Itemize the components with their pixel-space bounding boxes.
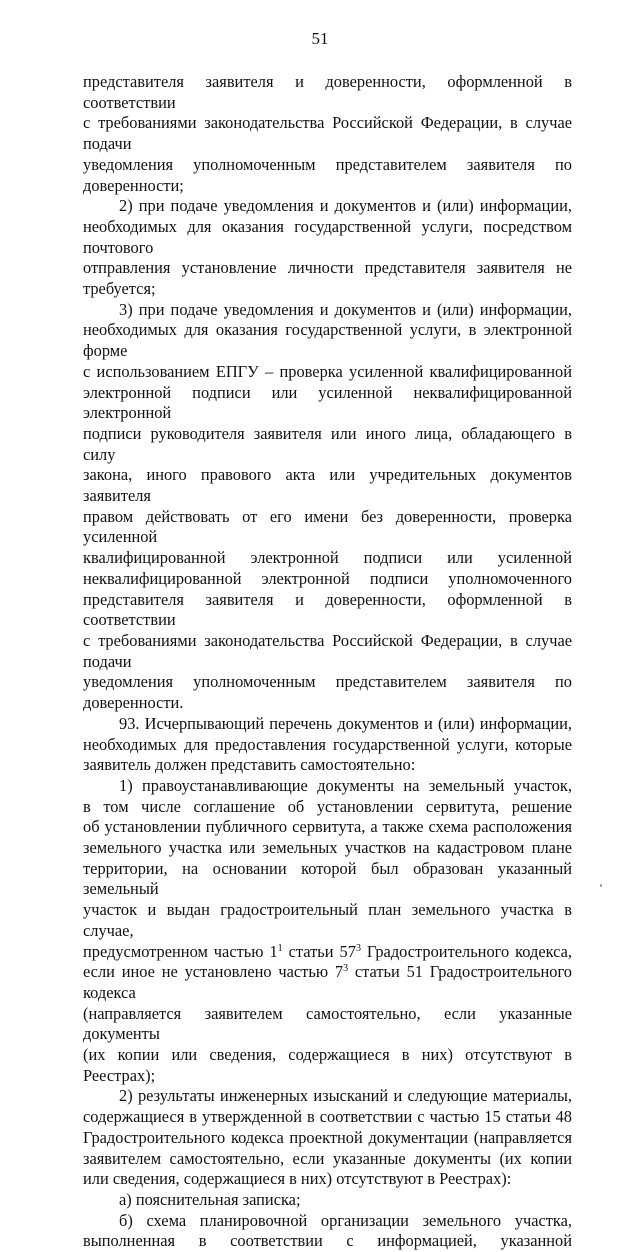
text-line	[83, 72, 572, 113]
text-line	[83, 590, 572, 631]
text-run: а) пояснительная записка;	[119, 1189, 301, 1209]
text-line	[83, 859, 572, 900]
text-run: 1) правоустанавливающие документы на земельный участок,	[119, 775, 572, 795]
text-run: с требованиями законодательства Российской Федерации, в случае подачи	[83, 113, 572, 154]
text-line	[83, 735, 572, 756]
text-line	[83, 362, 572, 383]
text-run: уведомления уполномоченным представителем заявителя по доверенности;	[83, 154, 572, 195]
text-line	[83, 1190, 572, 1211]
text-line	[83, 383, 572, 424]
text-run: заявитель должен представить самостоятельно:	[83, 755, 416, 775]
superscript: 3	[343, 963, 349, 975]
text-run: 2) результаты инженерных изысканий и следующие материалы,	[119, 1086, 572, 1106]
text-run: Градостроительного кодекса проектной документации (направляется	[83, 1127, 572, 1147]
text-run: содержащиеся в утвержденной в соответствии с частью 15 статьи 48	[83, 1107, 572, 1127]
text-line	[83, 797, 572, 818]
text-run: с использованием ЕПГУ – проверка усиленной квалифицированной	[83, 361, 572, 381]
text-run: уведомления уполномоченным представителем заявителя по доверенности.	[83, 672, 572, 713]
scan-speck	[600, 884, 602, 887]
text-line	[83, 1128, 572, 1149]
text-line	[83, 424, 572, 465]
text-line	[83, 942, 572, 963]
text-line	[83, 300, 572, 321]
text-line	[83, 1004, 572, 1045]
text-run: предусмотренном частью 1	[83, 941, 278, 961]
text-run: земельного участка или земельных участков на кадастровом плане	[83, 838, 572, 858]
text-line	[83, 838, 572, 859]
text-run: подписи руководителя заявителя или иного лица, обладающего в силу	[83, 423, 572, 464]
text-line	[83, 1107, 572, 1128]
text-run: электронной подписи или усиленной неквалифицированной электронной	[83, 382, 572, 423]
text-run: представителя заявителя и доверенности, оформленной в соответствии	[83, 72, 572, 112]
text-line	[83, 1045, 572, 1086]
text-line	[83, 569, 572, 590]
text-line	[83, 320, 572, 361]
text-line	[83, 196, 572, 217]
text-run: заявителем самостоятельно, если указанные документы (их копии	[83, 1148, 572, 1168]
text-line	[83, 714, 572, 735]
text-run: об установлении публичного сервитута, а также схема расположения	[83, 817, 572, 837]
text-line	[83, 155, 572, 196]
text-run: или сведения, содержащиеся в них) отсутствуют в Реестрах):	[83, 1169, 512, 1189]
text-run: в том числе соглашение об установлении сервитута, решение	[83, 796, 572, 816]
text-run: (их копии или сведения, содержащиеся в них) отсутствуют в Реестрах);	[83, 1045, 572, 1085]
text-run: Градостроительного кодекса,	[360, 941, 573, 961]
text-line	[83, 1231, 572, 1252]
text-run: 93. Исчерпывающий перечень документов и (или) информации,	[119, 713, 572, 733]
text-line	[83, 1149, 572, 1170]
text-line	[83, 776, 572, 797]
text-line	[83, 962, 572, 1003]
text-line	[83, 631, 572, 672]
text-run: представителя заявителя и доверенности, оформленной в соответствии	[83, 589, 572, 630]
text-line	[83, 113, 572, 154]
text-run: неквалифицированной электронной подписи уполномоченного	[83, 568, 572, 588]
text-line	[83, 258, 572, 299]
text-run: необходимых для оказания государственной услуги, в электронной форме	[83, 320, 572, 361]
text-run: выполненная в соответствии с информацией, указанной	[83, 1231, 572, 1251]
text-run: территории, на основании которой был образован указанный земельный	[83, 858, 572, 899]
document-body	[83, 72, 572, 1252]
text-run: б) схема планировочной организации земельного участка,	[119, 1210, 572, 1230]
text-line	[83, 217, 572, 258]
text-run: статьи 57	[282, 941, 356, 961]
text-run: 2) при подаче уведомления и документов и (или) информации,	[119, 196, 572, 216]
text-run: отправления установление личности представителя заявителя не требуется;	[83, 258, 572, 299]
text-line	[83, 1086, 572, 1107]
text-run: правом действовать от его имени без доверенности, проверка усиленной	[83, 506, 572, 547]
text-run: необходимых для предоставления государственной услуги, которые	[83, 734, 572, 754]
text-run: закона, иного правового акта или учредительных документов заявителя	[83, 465, 572, 506]
text-run: участок и выдан градостроительный план земельного участка в случае,	[83, 900, 572, 940]
text-run: (направляется заявителем самостоятельно, если указанные документы	[83, 1003, 572, 1044]
text-line	[83, 507, 572, 548]
text-run: квалифицированной электронной подписи или усиленной	[83, 548, 572, 568]
superscript: 3	[355, 942, 361, 954]
superscript: 1	[277, 942, 283, 954]
text-run: если иное не установлено частью 7	[83, 962, 344, 982]
text-line	[83, 817, 572, 838]
text-line	[83, 672, 572, 713]
text-line	[83, 1211, 572, 1232]
text-run: 3) при подаче уведомления и документов и (или) информации,	[119, 299, 572, 319]
text-line	[83, 900, 572, 941]
page-number: 51	[311, 29, 329, 48]
text-run: необходимых для оказания государственной услуги, посредством почтового	[83, 216, 572, 257]
text-line	[83, 1169, 572, 1190]
text-line	[83, 755, 572, 776]
text-run: с требованиями законодательства Российской Федерации, в случае подачи	[83, 630, 572, 671]
text-line	[83, 465, 572, 506]
text-line	[83, 548, 572, 569]
text-run: статьи 51 Градостроительного кодекса	[83, 962, 572, 1002]
